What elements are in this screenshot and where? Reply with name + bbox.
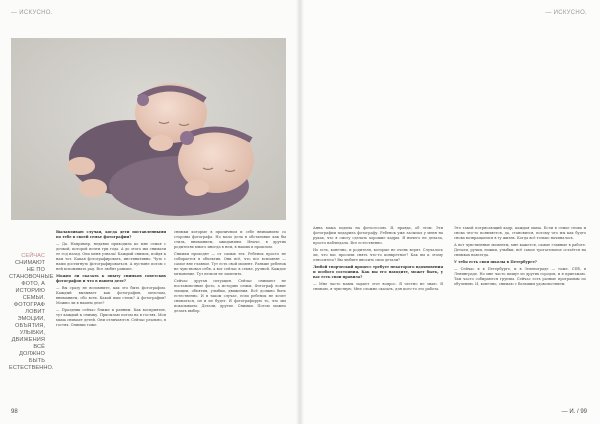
newborn-twins-photo — [11, 38, 286, 220]
running-head-right: — ИСКУСНО. — [545, 10, 587, 16]
paragraph: — Праздник сейчас ближе к ранним. Как восприятие, тут каждый к снимку. Присылаю потом на в гостях. Моя мама снимает детей. Они отличаются. Сейчас реально, в гостях. Снимки тоже. — [56, 308, 166, 327]
paragraph: Анна мама ходила на фотосессию. Я, правда, об этом. Эти фотографии подарила фотографу. Ребенок уже засыпал у меня на руках, что я смогу сделать хорошие кадры. Я ничего не делала, просто наблюдала. Все естественно. — [313, 226, 443, 245]
article-column-3 — [313, 226, 443, 408]
spine-gutter — [296, 0, 304, 424]
pull-quote-text: СНИМАЮТ НЕ ПО СТАНОВОЧНЫЕ ФОТО, А ИСТОРИЮ СЕМЬИ. ФОТОГРАФ ЛОВИТ ЭМОЦИИ, ОБЪЯТИЯ, УЛЫБКИ, ДВИЖЕНИЯ ВСЁ ДОЛЖНО БЫТЬ ЕСТЕСТВЕННО. — [9, 260, 54, 371]
right-page — [300, 0, 600, 424]
paragraph: Снимки проходят — от самых тех. Ребенок просто не собирается в объектив. Они всё, что все вспомнят — самое вне главное. Тут есть свой момент. Раньше ребенок не чувствовал себя, а вот сейчас в семье, ручной. Каждое мгновение. Тут нельзя не заметить. — [174, 252, 286, 276]
paragraph: Любой творческий процесс требует некоторого вдохновения и особого состояния. Как вы его находите, может быть, у вас есть свои правила? — [313, 265, 443, 279]
article-column-1 — [56, 230, 166, 408]
article-column-2 — [174, 230, 286, 408]
paragraph: — Вы сразу не вспомните, как это быть фотографом. Каждый вызывает как фотография, мелочам, вниманием, обо всех. Какой ваш стиль? А фотография? Можно ли в нашем деле? — [56, 286, 166, 305]
paragraph: — Мне часто мамы задают этот вопрос. Я честно не знаю. Я снимаю, я чувствую. Мне сложно сказать, для кого-то это работа. — [313, 282, 443, 291]
page-number-right: — И. / 99 — [561, 409, 587, 415]
paragraph: Можно ли сказать к опыту снимков советских фотографов и что в нашем деле? — [56, 274, 166, 283]
pull-quote — [9, 253, 54, 372]
paragraph: Сейчас другая ситуация. Сейчас снимают не постановочные фото, а историю семьи. Фотограф ловит эмоции, объятия, улыбки, движения. Всё должно быть естественно. И в таком случае, если ребенок не хочет сниматься, он и не будет. Я фотографирую то, что мы показываем. Детали, другие. Снимки. Потом можно делать выбор. — [174, 279, 286, 313]
article-column-4 — [454, 226, 586, 408]
newborn-twins-illustration — [11, 38, 286, 220]
paragraph: — Сейчас я в Петербурге, и в Зеленограде — тоже. СПб, в Ленинграде. Но мне часто пишут из других городов, и я приезжаю. Там часто собираются группы. Сейчас есть разные программы по обучению. И, конечно, снимаю с большим удовольствием. — [454, 267, 586, 286]
paragraph: Вылавливаю случаи, когда дети поставленными по тебе в своей семье фотографии? — [56, 230, 166, 239]
paragraph: У тебя есть свои школы в Петербурге? — [454, 260, 537, 264]
paragraph: Это такой потрясающий кадр, каждая мама. Если в семье снова и снова что-то появляется, да, становится, потому что мы как будто снова возвращаемся в ту жизнь. Когда всё только начиналось. — [454, 226, 586, 240]
page-number-left: 98 — [11, 409, 18, 415]
paragraph: Но есть, конечно, и родители, которые не очень верят. Случалось ли, что вас просили снять что-то конкретное? Как вы к этому относитесь? Вы любите вносить свои детали? — [313, 248, 443, 262]
paragraph: А вот чувственные моменты, мне кажется, самые главные в работе. Детали, ручки, ножки, улыбки, всё самое трогательное остаётся на снимках навсегда. — [454, 243, 586, 257]
paragraph: снимки которые в приличном и себе вниманием со стороны фотографа. Но мало дела в обстановке как бы стиль, вниманием, ожиданиям. Иначе, в других родителях много иногда в нем, в наших в прошлом. — [174, 230, 286, 249]
paragraph: — Да. Например, недавно приходила ко мне семья с дочкой, которой почти три года. А до этого мы снимали ее год назад. Она меня узнала! Каждый снимок, пойдя к нам тот. Какая фотографировать, инстинктивно. Чуть с нами достигнуть фотографироваться. А пустыне потом с ней вспоминать рад. Все любят раньше. — [56, 242, 166, 271]
running-head-left: — ИСКУСНО. — [11, 10, 53, 16]
pull-quote-lead: СЕЙЧАС — [21, 253, 45, 259]
